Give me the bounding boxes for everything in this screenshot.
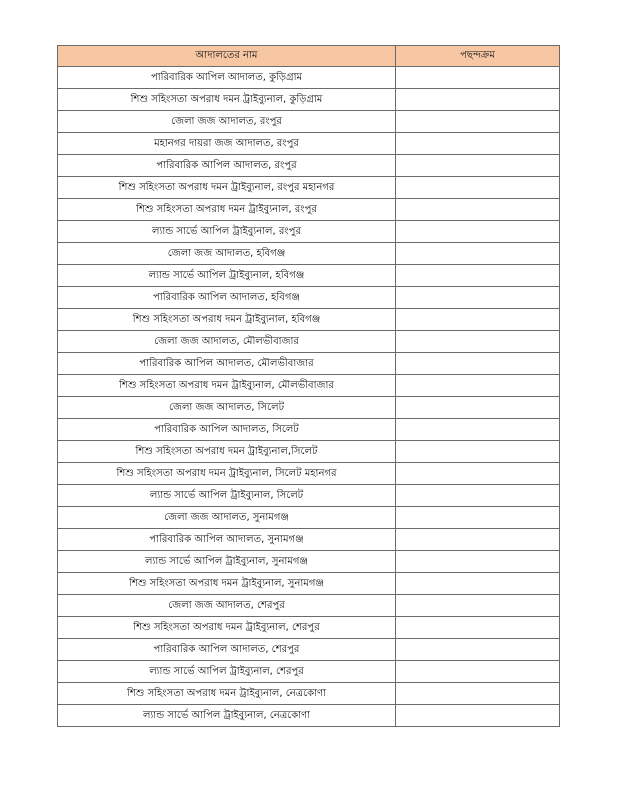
preference-order-cell[interactable] [396, 639, 560, 661]
table-row [58, 133, 560, 155]
table-row [58, 617, 560, 639]
preference-order-cell[interactable] [396, 309, 560, 331]
court-name-cell: জেলা জজ আদালত, মৌলভীবাজার [58, 331, 396, 353]
table-row [58, 265, 560, 287]
table-row [58, 507, 560, 529]
court-name-cell: পারিবারিক আপিল আদালত, রংপুর [58, 155, 396, 177]
preference-order-cell[interactable] [396, 573, 560, 595]
table-row [58, 375, 560, 397]
court-name-cell: শিশু সহিংসতা অপরাধ দমন ট্রাইব্যুনাল, হবিগঞ্জ [58, 309, 396, 331]
table-row [58, 573, 560, 595]
table-row [58, 67, 560, 89]
court-name-cell: ল্যান্ড সার্ভে আপিল ট্রাইব্যুনাল, শেরপুর [58, 661, 396, 683]
table-header-row [58, 46, 560, 67]
preference-order-header: পছন্দক্রম [396, 46, 560, 67]
preference-order-cell[interactable] [396, 507, 560, 529]
preference-order-cell[interactable] [396, 243, 560, 265]
preference-order-cell[interactable] [396, 661, 560, 683]
table-row [58, 199, 560, 221]
court-name-cell: ল্যান্ড সার্ভে আপিল ট্রাইব্যুনাল, সিলেট [58, 485, 396, 507]
court-preference-table [57, 45, 560, 727]
table-row [58, 639, 560, 661]
preference-order-cell[interactable] [396, 463, 560, 485]
table-row [58, 287, 560, 309]
preference-order-cell[interactable] [396, 177, 560, 199]
table-row [58, 331, 560, 353]
table-row [58, 177, 560, 199]
table-row [58, 89, 560, 111]
table-row [58, 155, 560, 177]
table-row [58, 551, 560, 573]
preference-order-cell[interactable] [396, 683, 560, 705]
table-row [58, 661, 560, 683]
table-row [58, 595, 560, 617]
table-row [58, 221, 560, 243]
court-name-cell: পারিবারিক আপিল আদালত, কুড়িগ্রাম [58, 67, 396, 89]
court-name-cell: পারিবারিক আপিল আদালত, মৌলভীবাজার [58, 353, 396, 375]
court-name-cell: পারিবারিক আপিল আদালত, সুনামগঞ্জ [58, 529, 396, 551]
table-row [58, 353, 560, 375]
table-row [58, 485, 560, 507]
court-name-cell: শিশু সহিংসতা অপরাধ দমন ট্রাইব্যুনাল, কুড়িগ্রাম [58, 89, 396, 111]
preference-order-cell[interactable] [396, 375, 560, 397]
preference-order-cell[interactable] [396, 419, 560, 441]
court-name-cell: শিশু সহিংসতা অপরাধ দমন ট্রাইব্যুনাল, নেত্রকোণা [58, 683, 396, 705]
court-name-cell: জেলা জজ আদালত, সুনামগঞ্জ [58, 507, 396, 529]
table-row [58, 419, 560, 441]
court-name-cell: পারিবারিক আপিল আদালত, শেরপুর [58, 639, 396, 661]
court-name-cell: শিশু সহিংসতা অপরাধ দমন ট্রাইব্যুনাল, রংপুর [58, 199, 396, 221]
court-name-cell: জেলা জজ আদালত, শেরপুর [58, 595, 396, 617]
court-name-cell: শিশু সহিংসতা অপরাধ দমন ট্রাইব্যুনাল, সিলেট মহানগর [58, 463, 396, 485]
preference-order-cell[interactable] [396, 353, 560, 375]
preference-order-cell[interactable] [396, 155, 560, 177]
preference-order-cell[interactable] [396, 67, 560, 89]
table-row [58, 243, 560, 265]
preference-order-cell[interactable] [396, 705, 560, 727]
court-name-cell: ল্যান্ড সার্ভে আপিল ট্রাইব্যুনাল, সুনামগঞ্জ [58, 551, 396, 573]
court-name-cell: জেলা জজ আদালত, রংপুর [58, 111, 396, 133]
court-name-cell: শিশু সহিংসতা অপরাধ দমন ট্রাইব্যুনাল, সুনামগঞ্জ [58, 573, 396, 595]
court-name-cell: পারিবারিক আপিল আদালত, সিলেট [58, 419, 396, 441]
court-name-cell: মহানগর দায়রা জজ আদালত, রংপুর [58, 133, 396, 155]
court-name-cell: ল্যান্ড সার্ভে আপিল ট্রাইব্যুনাল, রংপুর [58, 221, 396, 243]
table-body [58, 67, 560, 727]
preference-order-cell[interactable] [396, 397, 560, 419]
preference-order-cell[interactable] [396, 133, 560, 155]
table-header [58, 46, 560, 67]
table-row [58, 441, 560, 463]
table-row [58, 529, 560, 551]
preference-order-cell[interactable] [396, 441, 560, 463]
preference-order-cell[interactable] [396, 287, 560, 309]
court-name-cell: শিশু সহিংসতা অপরাধ দমন ট্রাইব্যুনাল, শেরপুর [58, 617, 396, 639]
table-row [58, 111, 560, 133]
table-row [58, 309, 560, 331]
preference-order-cell[interactable] [396, 89, 560, 111]
court-name-cell: ল্যান্ড সার্ভে আপিল ট্রাইব্যুনাল, নেত্রকোণা [58, 705, 396, 727]
preference-order-cell[interactable] [396, 221, 560, 243]
table-row [58, 705, 560, 727]
court-name-cell: ল্যান্ড সার্ভে আপিল ট্রাইব্যুনাল, হবিগঞ্জ [58, 265, 396, 287]
court-name-cell: শিশু সহিংসতা অপরাধ দমন ট্রাইব্যুনাল, রংপুর মহানগর [58, 177, 396, 199]
preference-order-cell[interactable] [396, 617, 560, 639]
preference-order-cell[interactable] [396, 111, 560, 133]
preference-order-cell[interactable] [396, 551, 560, 573]
court-name-cell: জেলা জজ আদালত, সিলেট [58, 397, 396, 419]
preference-order-cell[interactable] [396, 199, 560, 221]
table-row [58, 397, 560, 419]
court-name-header: আদালতের নাম [58, 46, 396, 67]
table-row [58, 683, 560, 705]
preference-order-cell[interactable] [396, 331, 560, 353]
court-name-cell: পারিবারিক আপিল আদালত, হবিগঞ্জ [58, 287, 396, 309]
table-row [58, 463, 560, 485]
court-name-cell: জেলা জজ আদালত, হবিগঞ্জ [58, 243, 396, 265]
preference-order-cell[interactable] [396, 595, 560, 617]
court-name-cell: শিশু সহিংসতা অপরাধ দমন ট্রাইব্যুনাল,সিলেট [58, 441, 396, 463]
preference-order-cell[interactable] [396, 485, 560, 507]
court-name-cell: শিশু সহিংসতা অপরাধ দমন ট্রাইব্যুনাল, মৌলভীবাজার [58, 375, 396, 397]
preference-order-cell[interactable] [396, 529, 560, 551]
preference-order-cell[interactable] [396, 265, 560, 287]
